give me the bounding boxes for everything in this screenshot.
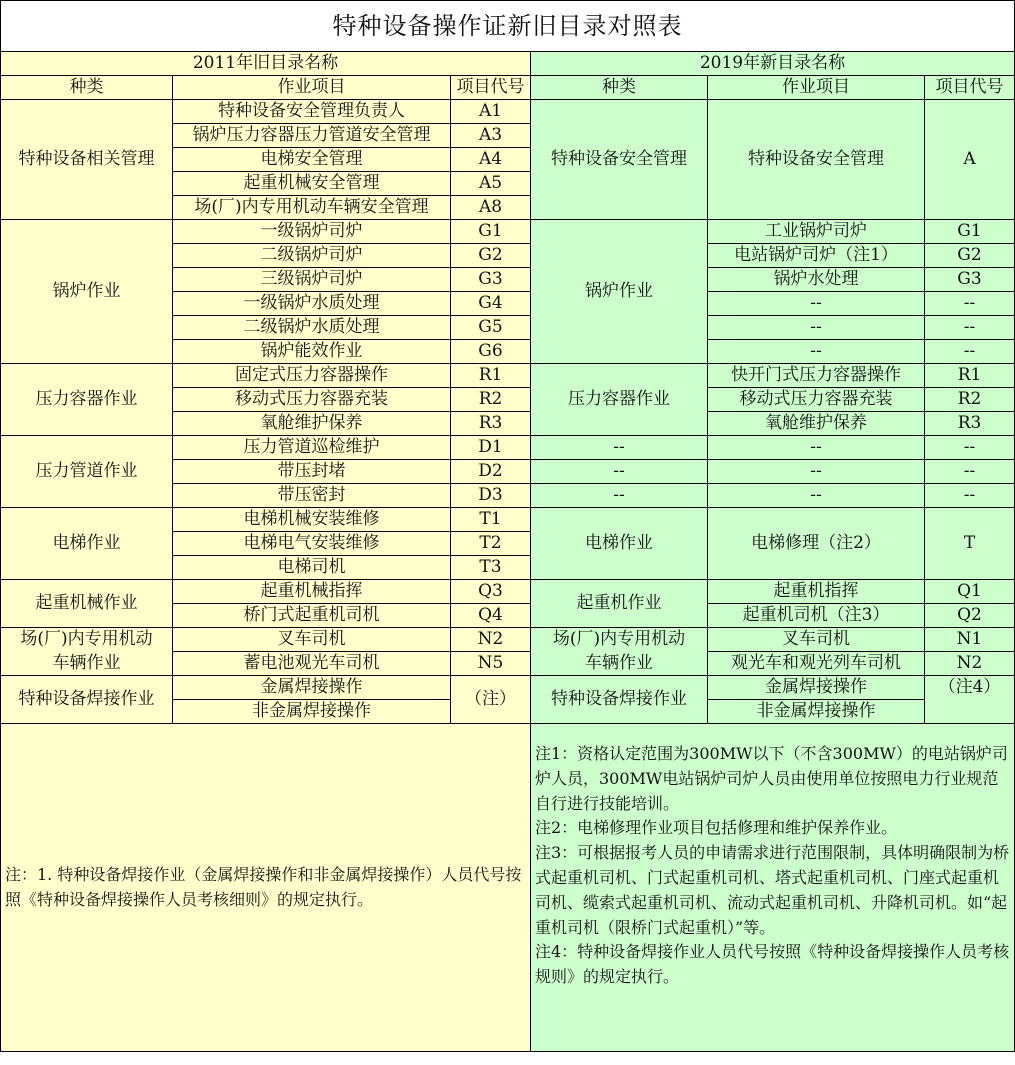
old-item-cell: 锅炉能效作业 bbox=[173, 340, 451, 364]
new-category-cell: 压力容器作业 bbox=[531, 364, 708, 436]
old-code-cell: A8 bbox=[451, 196, 531, 220]
old-item-cell: 二级锅炉水质处理 bbox=[173, 316, 451, 340]
new-code-cell: Q2 bbox=[925, 604, 1015, 628]
old-code-cell: T1 bbox=[451, 508, 531, 532]
new-code-cell: R3 bbox=[925, 412, 1015, 436]
old-item-cell: 三级锅炉司炉 bbox=[173, 268, 451, 292]
new-category-cell: 锅炉作业 bbox=[531, 220, 708, 364]
col-header-old-item: 作业项目 bbox=[173, 76, 451, 100]
new-code-cell: Q1 bbox=[925, 580, 1015, 604]
new-code-cell: （注4） bbox=[925, 676, 1015, 700]
old-category-cell-line1: 场(厂)内专用机动 bbox=[1, 628, 173, 652]
old-code-cell: G6 bbox=[451, 340, 531, 364]
new-code-cell: N2 bbox=[925, 652, 1015, 676]
old-code-cell: D1 bbox=[451, 436, 531, 460]
old-item-cell: 移动式压力容器充装 bbox=[173, 388, 451, 412]
old-code-cell: G1 bbox=[451, 220, 531, 244]
new-code-cell: -- bbox=[925, 340, 1015, 364]
old-item-cell: 蓄电池观光车司机 bbox=[173, 652, 451, 676]
old-item-cell: 一级锅炉水质处理 bbox=[173, 292, 451, 316]
new-item-cell: 叉车司机 bbox=[708, 628, 925, 652]
old-item-cell: 非金属焊接操作 bbox=[173, 700, 451, 724]
new-code-cell bbox=[925, 700, 1015, 724]
old-code-cell: N5 bbox=[451, 652, 531, 676]
old-code-cell: G4 bbox=[451, 292, 531, 316]
old-item-cell: 电梯司机 bbox=[173, 556, 451, 580]
new-code-cell: A bbox=[925, 100, 1015, 220]
old-category-cell: 压力管道作业 bbox=[1, 436, 173, 508]
old-item-cell: 场(厂)内专用机动车辆安全管理 bbox=[173, 196, 451, 220]
note-4: 注4：特种设备焊接作业人员代号按照《特种设备焊接操作人员考核规则》的规定执行。 bbox=[535, 942, 1010, 987]
old-category-cell: 特种设备焊接作业 bbox=[1, 676, 173, 724]
col-header-new-item: 作业项目 bbox=[708, 76, 925, 100]
new-code-cell: -- bbox=[925, 460, 1015, 484]
new-item-cell: 工业锅炉司炉 bbox=[708, 220, 925, 244]
new-code-cell: -- bbox=[925, 484, 1015, 508]
old-code-cell: A5 bbox=[451, 172, 531, 196]
new-item-cell: -- bbox=[708, 292, 925, 316]
new-category-cell: 起重机作业 bbox=[531, 580, 708, 628]
old-item-cell: 一级锅炉司炉 bbox=[173, 220, 451, 244]
new-notes bbox=[531, 724, 1015, 1052]
old-item-cell: 压力管道巡检维护 bbox=[173, 436, 451, 460]
col-header-new-category: 种类 bbox=[531, 76, 708, 100]
old-code-cell: T3 bbox=[451, 556, 531, 580]
old-code-cell: R2 bbox=[451, 388, 531, 412]
old-code-cell: Q3 bbox=[451, 580, 531, 604]
old-code-cell: G2 bbox=[451, 244, 531, 268]
old-code-cell: A4 bbox=[451, 148, 531, 172]
new-category-cell-line2: 车辆作业 bbox=[531, 652, 708, 676]
col-header-new-code: 项目代号 bbox=[925, 76, 1015, 100]
old-item-cell: 起重机械指挥 bbox=[173, 580, 451, 604]
new-item-cell: 移动式压力容器充装 bbox=[708, 388, 925, 412]
new-item-cell: 电梯修理（注2） bbox=[708, 508, 925, 580]
new-code-cell: R2 bbox=[925, 388, 1015, 412]
new-item-cell: 起重机指挥 bbox=[708, 580, 925, 604]
new-item-cell: 特种设备安全管理 bbox=[708, 100, 925, 220]
old-code-cell: T2 bbox=[451, 532, 531, 556]
page-title: 特种设备操作证新旧目录对照表 bbox=[1, 1, 1015, 52]
old-item-cell: 带压封堵 bbox=[173, 460, 451, 484]
old-code-cell: D3 bbox=[451, 484, 531, 508]
new-code-cell: -- bbox=[925, 436, 1015, 460]
new-code-cell: -- bbox=[925, 316, 1015, 340]
new-item-cell: -- bbox=[708, 460, 925, 484]
old-item-cell: 锅炉压力容器压力管道安全管理 bbox=[173, 124, 451, 148]
new-item-cell: 锅炉水处理 bbox=[708, 268, 925, 292]
old-code-cell: A3 bbox=[451, 124, 531, 148]
col-header-old-category: 种类 bbox=[1, 76, 173, 100]
old-item-cell: 带压密封 bbox=[173, 484, 451, 508]
new-item-cell: 氧舱维护保养 bbox=[708, 412, 925, 436]
old-catalog-header: 2011年旧目录名称 bbox=[1, 52, 531, 76]
new-category-cell: 电梯作业 bbox=[531, 508, 708, 580]
new-item-cell: 起重机司机（注3） bbox=[708, 604, 925, 628]
new-code-cell: G1 bbox=[925, 220, 1015, 244]
new-category-cell: -- bbox=[531, 460, 708, 484]
old-item-cell: 氧舱维护保养 bbox=[173, 412, 451, 436]
new-code-cell: G3 bbox=[925, 268, 1015, 292]
old-item-cell: 桥门式起重机司机 bbox=[173, 604, 451, 628]
col-header-old-code: 项目代号 bbox=[451, 76, 531, 100]
new-item-cell: 电站锅炉司炉（注1） bbox=[708, 244, 925, 268]
old-category-cell: 起重机械作业 bbox=[1, 580, 173, 628]
new-catalog-header: 2019年新目录名称 bbox=[531, 52, 1015, 76]
old-category-cell: 特种设备相关管理 bbox=[1, 100, 173, 220]
new-item-cell: -- bbox=[708, 340, 925, 364]
new-code-cell: R1 bbox=[925, 364, 1015, 388]
new-code-cell: -- bbox=[925, 292, 1015, 316]
new-item-cell: 快开门式压力容器操作 bbox=[708, 364, 925, 388]
old-category-cell: 压力容器作业 bbox=[1, 364, 173, 436]
old-item-cell: 电梯机械安装维修 bbox=[173, 508, 451, 532]
old-item-cell: 起重机械安全管理 bbox=[173, 172, 451, 196]
new-category-cell: 特种设备焊接作业 bbox=[531, 676, 708, 724]
new-item-cell: -- bbox=[708, 316, 925, 340]
note-2: 注2：电梯修理作业项目包括修理和维护保养作业。 bbox=[535, 818, 898, 838]
old-code-cell: G5 bbox=[451, 316, 531, 340]
old-code-cell: Q4 bbox=[451, 604, 531, 628]
old-code-cell: R1 bbox=[451, 364, 531, 388]
old-category-cell: 锅炉作业 bbox=[1, 220, 173, 364]
old-code-cell: A1 bbox=[451, 100, 531, 124]
new-code-cell: N1 bbox=[925, 628, 1015, 652]
old-code-cell: R3 bbox=[451, 412, 531, 436]
old-item-cell: 叉车司机 bbox=[173, 628, 451, 652]
note-3: 注3：可根据报考人员的申请需求进行范围限制，具体明确限制为桥式起重机司机、门式起重机司机、塔式起重机司机、门座式起重机司机、缆索式起重机司机、流动式起重机司机、升降机司机。如“起重机司机（限桥门式起重机）”等。 bbox=[535, 843, 1010, 937]
new-item-cell: 非金属焊接操作 bbox=[708, 700, 925, 724]
old-item-cell: 二级锅炉司炉 bbox=[173, 244, 451, 268]
note-1: 注1：资格认定范围为300MW以下（不含300MW）的电站锅炉司炉人员，300MW电站锅炉司炉人员由使用单位按照电力行业规范自行进行技能培训。 bbox=[535, 744, 1008, 813]
old-item-cell: 电梯安全管理 bbox=[173, 148, 451, 172]
new-item-cell: -- bbox=[708, 436, 925, 460]
old-code-cell: G3 bbox=[451, 268, 531, 292]
new-item-cell: 金属焊接操作 bbox=[708, 676, 925, 700]
new-code-cell: G2 bbox=[925, 244, 1015, 268]
old-item-cell: 固定式压力容器操作 bbox=[173, 364, 451, 388]
new-item-cell: 观光车和观光列车司机 bbox=[708, 652, 925, 676]
old-code-cell: D2 bbox=[451, 460, 531, 484]
old-code-cell: （注） bbox=[451, 676, 531, 724]
old-item-cell: 电梯电气安装维修 bbox=[173, 532, 451, 556]
old-category-cell: 电梯作业 bbox=[1, 508, 173, 580]
old-item-cell: 特种设备安全管理负责人 bbox=[173, 100, 451, 124]
old-category-cell-line2: 车辆作业 bbox=[1, 652, 173, 676]
new-code-cell: T bbox=[925, 508, 1015, 580]
old-item-cell: 金属焊接操作 bbox=[173, 676, 451, 700]
new-category-cell-line1: 场(厂)内专用机动 bbox=[531, 628, 708, 652]
new-item-cell: -- bbox=[708, 484, 925, 508]
old-notes: 注：1. 特种设备焊接作业（金属焊接操作和非金属焊接操作）人员代号按照《特种设备焊接操作人员考核细则》的规定执行。 bbox=[1, 724, 531, 1052]
new-category-cell: 特种设备安全管理 bbox=[531, 100, 708, 220]
new-category-cell: -- bbox=[531, 484, 708, 508]
new-category-cell: -- bbox=[531, 436, 708, 460]
old-code-cell: N2 bbox=[451, 628, 531, 652]
